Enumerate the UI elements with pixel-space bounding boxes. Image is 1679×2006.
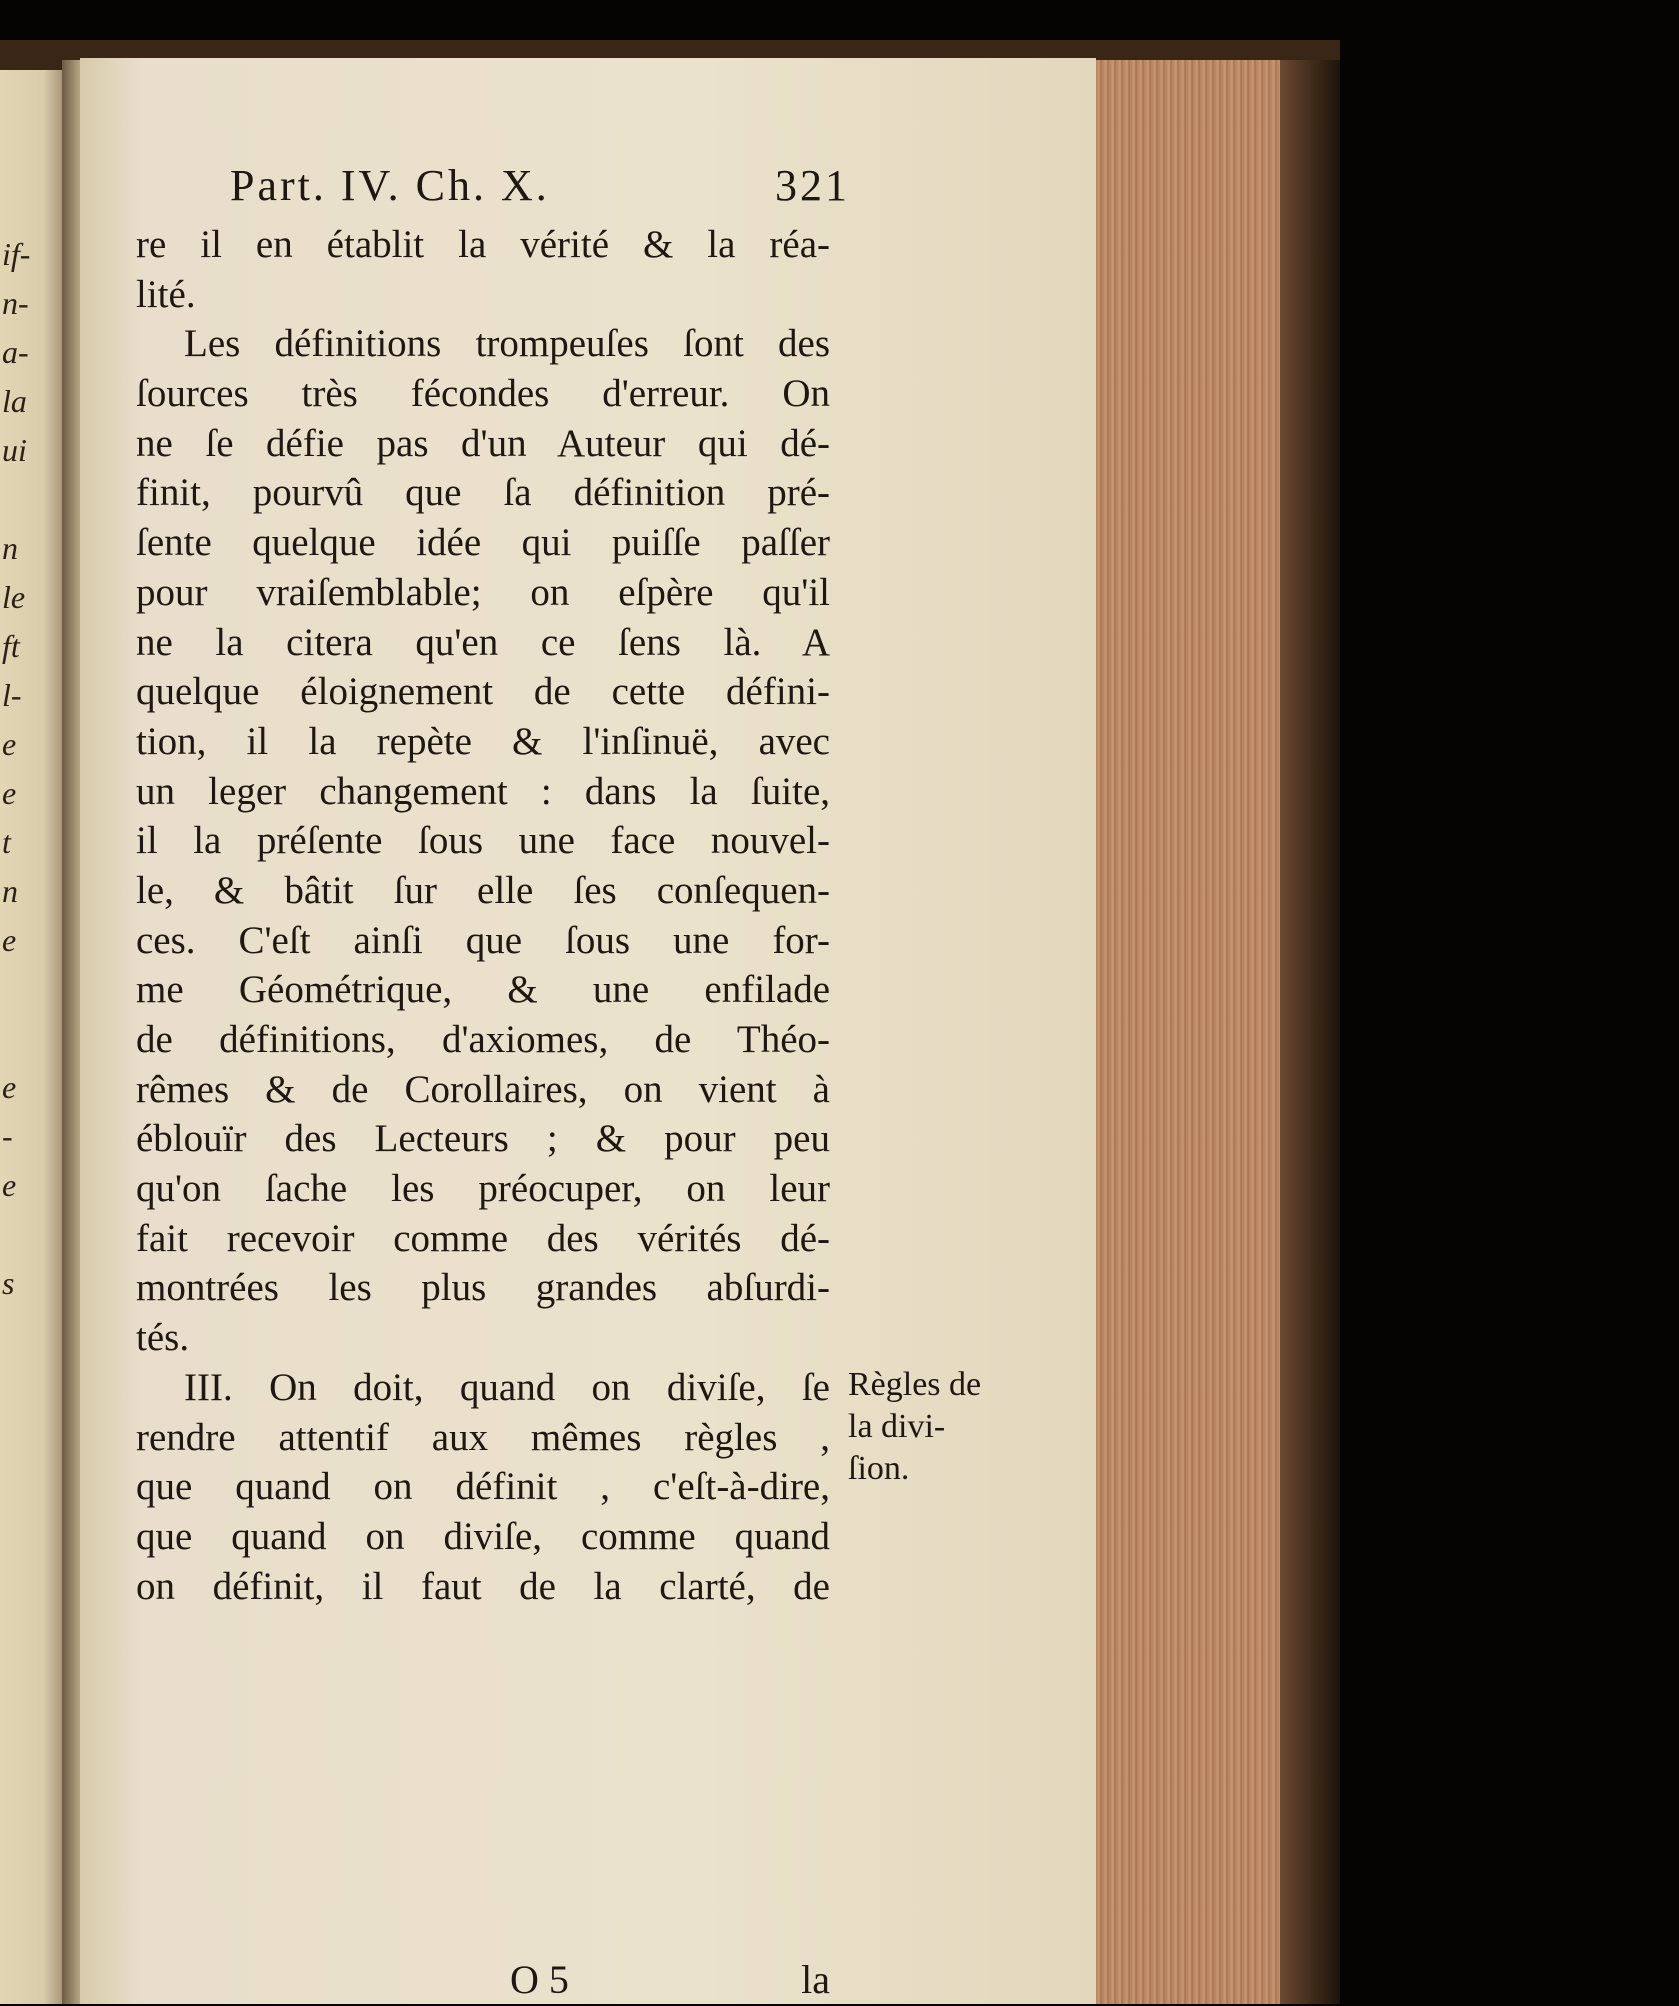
text-line: pour vraiſemblable; on eſpère qu'il	[136, 570, 830, 614]
text-line: qu'on ſache les préocuper, on leur	[136, 1167, 830, 1211]
fragment: e	[2, 922, 17, 958]
text-line: fait recevoir comme des vérités dé-	[136, 1216, 830, 1260]
margin-note-line: Règles de	[848, 1366, 982, 1403]
text-line: le, & bâtit ſur elle ſes conſequen-	[136, 868, 830, 912]
margin-note-line: ſion.	[848, 1450, 910, 1487]
fragment: -	[2, 1118, 13, 1154]
left-page-text-fragments	[2, 230, 60, 1308]
fragment	[2, 1014, 60, 1063]
text-line: ſources très fécondes d'erreur. On	[136, 372, 830, 416]
text-line: ne ſe défie pas d'un Auteur qui dé-	[136, 421, 830, 465]
fragment: n	[2, 873, 18, 909]
text-line: quelque éloignement de cette défini-	[136, 670, 830, 714]
text-line: ces. C'eſt ainſi que ſous une for-	[136, 918, 830, 962]
text-line: rêmes & de Corollaires, on vient à	[136, 1067, 830, 1111]
text-line: Les définitions trompeuſes ſont des	[184, 322, 830, 366]
text-line: tés.	[136, 1316, 190, 1360]
text-line: finit, pourvû que ſa définition pré-	[136, 471, 830, 515]
text-line: montrées les plus grandes abſurdi-	[136, 1266, 830, 1310]
fragment: t	[2, 824, 11, 860]
left-page-edge	[0, 70, 62, 2004]
fragment	[2, 1210, 60, 1259]
text-line: de définitions, d'axiomes, de Théo-	[136, 1018, 830, 1061]
text-line: lité.	[136, 272, 196, 316]
page-number: 321	[775, 161, 850, 210]
body-text	[136, 220, 830, 1611]
fragment: ui	[2, 432, 27, 468]
text-line: re il en établit la vérité & la réa-	[136, 223, 830, 266]
text-line: il la préſente ſous une face nouvel-	[136, 819, 830, 863]
text-line: me Géométrique, & une enfilade	[136, 968, 830, 1012]
footer-row	[136, 1956, 830, 2006]
fragment: a-	[2, 334, 29, 370]
gutter	[62, 60, 82, 2004]
text-line: tion, il la repète & l'inſinuë, avec	[136, 719, 830, 763]
fragment	[2, 965, 60, 1014]
fragment: ft	[2, 628, 20, 664]
fragment: le	[2, 579, 26, 615]
fragment: s	[2, 1265, 15, 1301]
fragment: e	[2, 1069, 17, 1105]
catchword: la	[801, 1957, 830, 2002]
text-line: ſente quelque idée qui puiſſe paſſer	[136, 521, 830, 565]
fragment: n-	[2, 285, 29, 321]
fragment	[2, 475, 60, 524]
text-line: ne la citera qu'en ce ſens là. A	[136, 620, 830, 664]
fragment: la	[2, 383, 27, 419]
page-fore-edge	[1096, 60, 1292, 2004]
text-line: rendre attentif aux mêmes règles ,	[136, 1415, 830, 1459]
running-head	[230, 160, 850, 220]
text-line: on définit, il faut de la clarté, de	[136, 1564, 830, 1608]
text-line: éblouïr des Lecteurs ; & pour peu	[136, 1117, 830, 1161]
text-line: III. On doit, quand on diviſe, ſe	[184, 1365, 830, 1409]
fragment: e	[2, 1167, 17, 1203]
margin-note-line: la divi-	[848, 1408, 946, 1445]
fragment: l-	[2, 677, 22, 713]
fragment: if-	[2, 236, 31, 272]
margin-note	[848, 1364, 1008, 1490]
text-line: que quand on diviſe, comme quand	[136, 1514, 830, 1558]
text-line: un leger changement : dans la ſuite,	[136, 769, 830, 813]
text-line: que quand on définit , c'eſt-à-dire,	[136, 1465, 830, 1509]
binding-edge	[1280, 60, 1340, 2004]
fragment: e	[2, 775, 17, 811]
signature-mark: O 5	[510, 1957, 569, 2002]
running-head-title: Part. IV. Ch. X.	[230, 161, 550, 210]
fragment: n	[2, 530, 18, 566]
fragment: e	[2, 726, 17, 762]
